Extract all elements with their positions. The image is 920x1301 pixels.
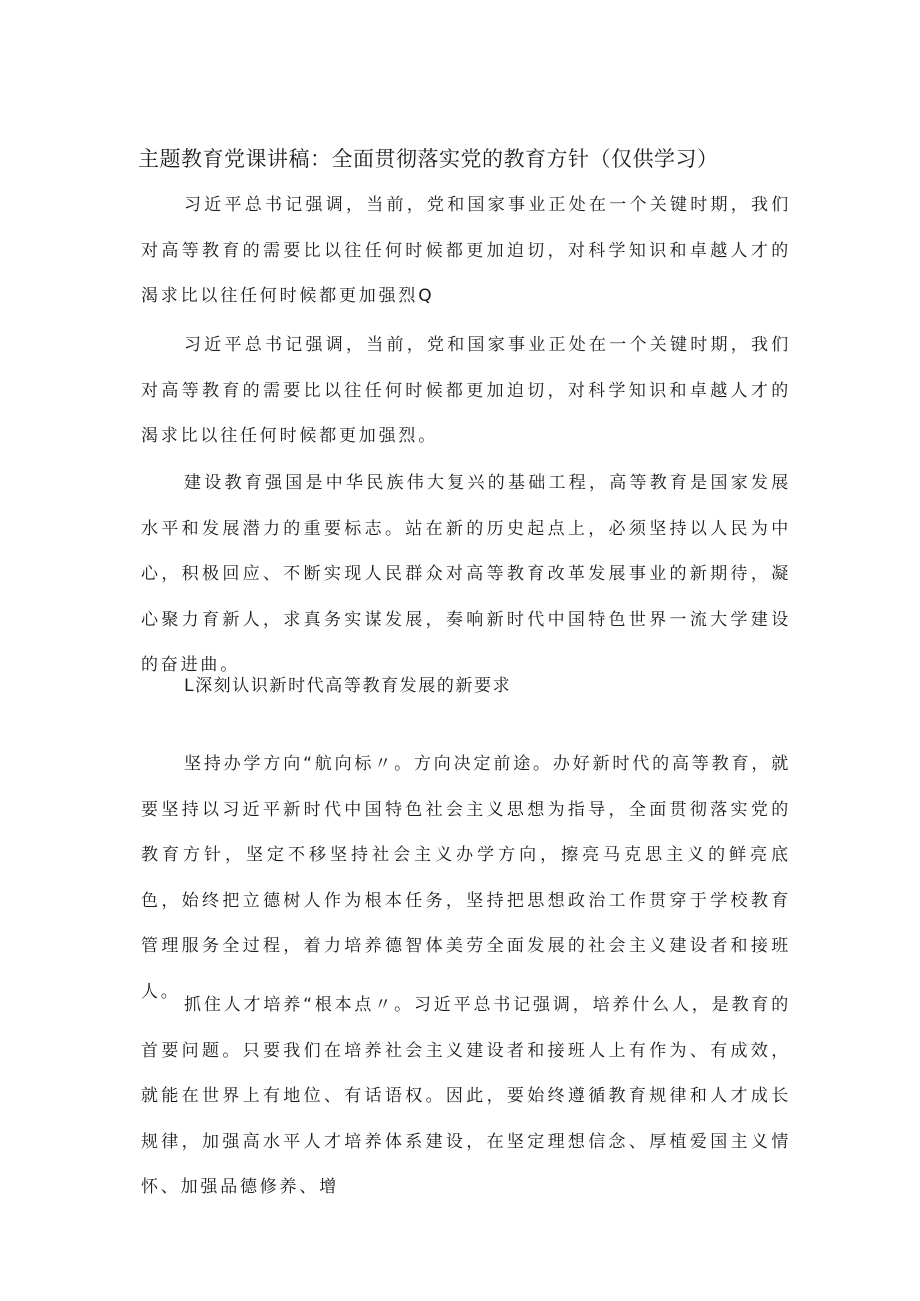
section-heading: L深刻认识新时代高等教育发展的新要求 [184,676,512,696]
paragraph-2: 习近平总书记强调，当前，党和国家事业正处在一个关键时期，我们对高等教育的需要比以往任何时候都更加迫切，对科学知识和卓越人才的渴求比以往任何时候都更加强烈。 [141,335,791,447]
section-paragraph-1: 坚持办学方向“航向标〃。方向决定前途。办好新时代的高等教育，就要坚持以习近平新时代中国特色社会主义思想为指导，全面贯彻落实党的教育方针，坚定不移坚持社会主义办学方向，擦亮马克思主义的鲜亮底色，始终把立德树人作为根本任务，坚持把思想政治工作贯穿于学校教育管理服务全过程，着力培养德智体美劳全面发展的社会主义建设者和接班人。 [141,754,791,1002]
section-paragraph-2: 抓住人才培养“根本点〃。习近平总书记强调，培养什么人，是教育的首要问题。只要我们在培养社会主义建设者和接班人上有作为、有成效，就能在世界上有地位、有话语权。因此，要始终遵循教育规律和人才成长规律，加强高水平人才培养体系建设，在坚定理想信念、厚植爱国主义情怀、加强品德修养、增 [141,995,791,1198]
document-title: 主题教育党课讲稿：全面贯彻落实党的教育方针（仅供学习） [138,147,719,171]
paragraph-3: 建设教育强国是中华民族伟大复兴的基础工程，高等教育是国家发展水平和发展潜力的重要标志。站在新的历史起点上，必须坚持以人民为中心，积极回应、不断实现人民群众对高等教育改革发展事业的新期待，凝心聚力育新人，求真务实谋发展，奏响新时代中国特色世界一流大学建设的奋进曲。 [141,473,791,676]
paragraph-1: 习近平总书记强调，当前，党和国家事业正处在一个关键时期，我们对高等教育的需要比以往任何时候都更加迫切，对科学知识和卓越人才的渴求比以往任何时候都更加强烈Q [141,195,791,307]
